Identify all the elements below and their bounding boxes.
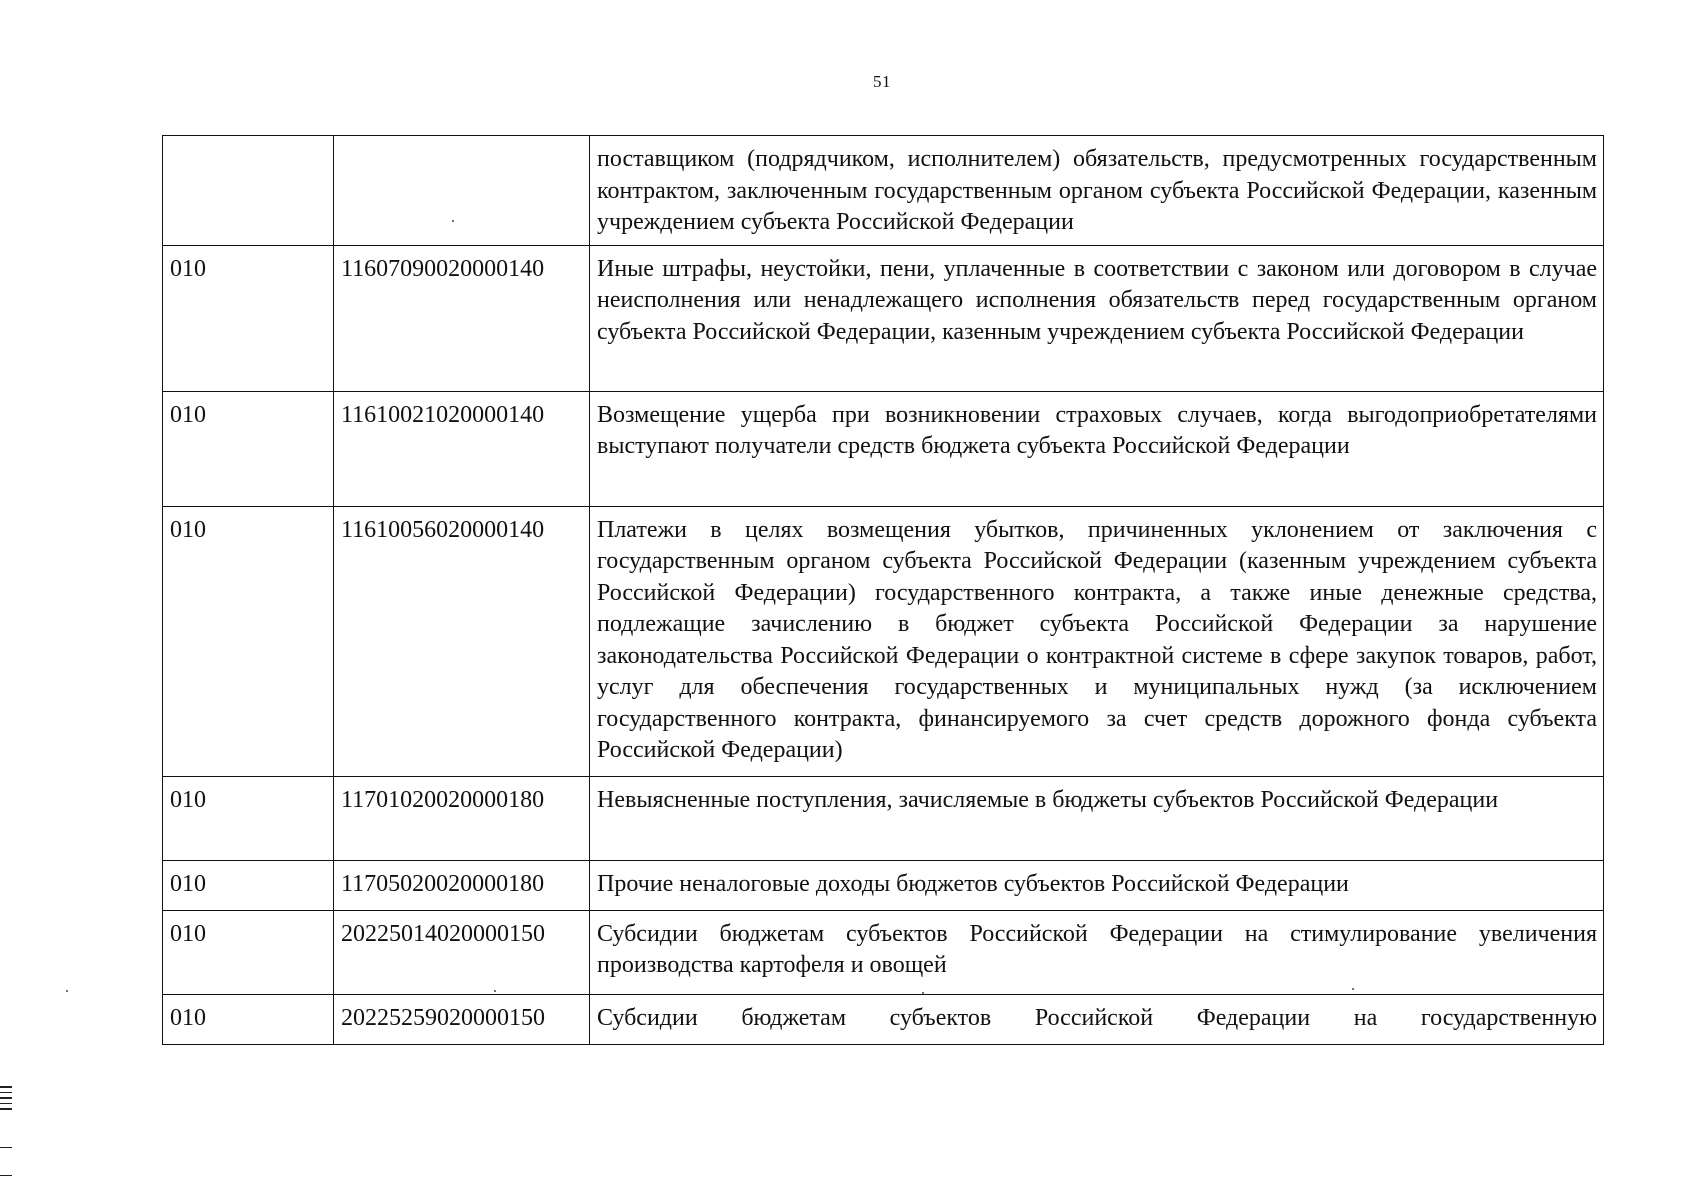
page-number: 51 <box>873 72 891 91</box>
scan-margin-mark <box>0 1092 12 1093</box>
admin-code-cell: 010 <box>163 776 334 860</box>
table-row <box>163 506 1604 776</box>
table-row <box>163 136 1604 246</box>
revenue-name-cell: Платежи в целях возмещения убытков, причиненных уклонением от заключения с государственным органом субъекта Российской Федерации (казенным учреждением субъекта Российской Федерации) государственного контракта, а также иные денежные средства, подлежащие зачислению в бюджет субъекта Российской Федерации за нарушение законодательства Российской Федерации о контрактной системе в сфере закупок товаров, работ, услуг для обеспечения государственных и муниципальных нужд (за исключением государственного контракта, финансируемого за счет средств дорожного фонда субъекта Российской Федерации) <box>590 506 1604 776</box>
budget-code-cell: 20225259020000150 <box>334 994 590 1044</box>
revenue-name-cell: Невыясненные поступления, зачисляемые в бюджеты субъектов Российской Федерации <box>590 776 1604 860</box>
scan-dot <box>494 990 496 992</box>
revenue-name-cell: Субсидии бюджетам субъектов Российской Федерации на государственную <box>590 994 1604 1044</box>
scan-margin-mark <box>0 1103 12 1104</box>
table-row <box>163 994 1604 1044</box>
admin-code-cell: 010 <box>163 994 334 1044</box>
budget-code-cell <box>334 136 590 246</box>
scan-dot <box>452 220 454 222</box>
budget-code-cell: 20225014020000150 <box>334 910 590 994</box>
scan-margin-mark <box>0 1097 12 1099</box>
budget-code-cell: 11705020020000180 <box>334 860 590 910</box>
scan-dot <box>922 992 924 994</box>
table-row <box>163 776 1604 860</box>
scan-margin-mark <box>0 1086 12 1088</box>
admin-code-cell: 010 <box>163 506 334 776</box>
scan-margin-mark <box>0 1108 12 1110</box>
scan-dot <box>1352 988 1354 990</box>
revenue-name-cell: Прочие неналоговые доходы бюджетов субъектов Российской Федерации <box>590 860 1604 910</box>
table-row <box>163 860 1604 910</box>
table-row <box>163 391 1604 506</box>
scan-margin-mark <box>0 1175 12 1176</box>
budget-code-cell: 11610021020000140 <box>334 391 590 506</box>
revenue-name-cell: Субсидии бюджетам субъектов Российской Федерации на стимулирование увеличения производства картофеля и овощей <box>590 910 1604 994</box>
admin-code-cell: 010 <box>163 391 334 506</box>
scan-margin-mark <box>0 1147 12 1148</box>
budget-code-cell: 11701020020000180 <box>334 776 590 860</box>
admin-code-cell: 010 <box>163 910 334 994</box>
admin-code-cell <box>163 136 334 246</box>
admin-code-cell: 010 <box>163 860 334 910</box>
table-row <box>163 910 1604 994</box>
budget-code-cell: 11610056020000140 <box>334 506 590 776</box>
revenue-name-cell: Иные штрафы, неустойки, пени, уплаченные в соответствии с законом или договором в случае неисполнения или ненадлежащего исполнения обязательств перед государственным органом субъекта Российской Федерации, казенным учреждением субъекта Российской Федерации <box>590 245 1604 391</box>
admin-code-cell: 010 <box>163 245 334 391</box>
scan-dot <box>66 990 68 992</box>
budget-code-cell: 11607090020000140 <box>334 245 590 391</box>
revenue-name-cell: поставщиком (подрядчиком, исполнителем) обязательств, предусмотренных государственным контрактом, заключенным государственным органом субъекта Российской Федерации, казенным учреждением субъекта Российской Федерации <box>590 136 1604 246</box>
revenue-name-cell: Возмещение ущерба при возникновении страховых случаев, когда выгодоприобретателями выступают получатели средств бюджета субъекта Российской Федерации <box>590 391 1604 506</box>
table-row <box>163 245 1604 391</box>
budget-classification-table <box>162 135 1604 1045</box>
